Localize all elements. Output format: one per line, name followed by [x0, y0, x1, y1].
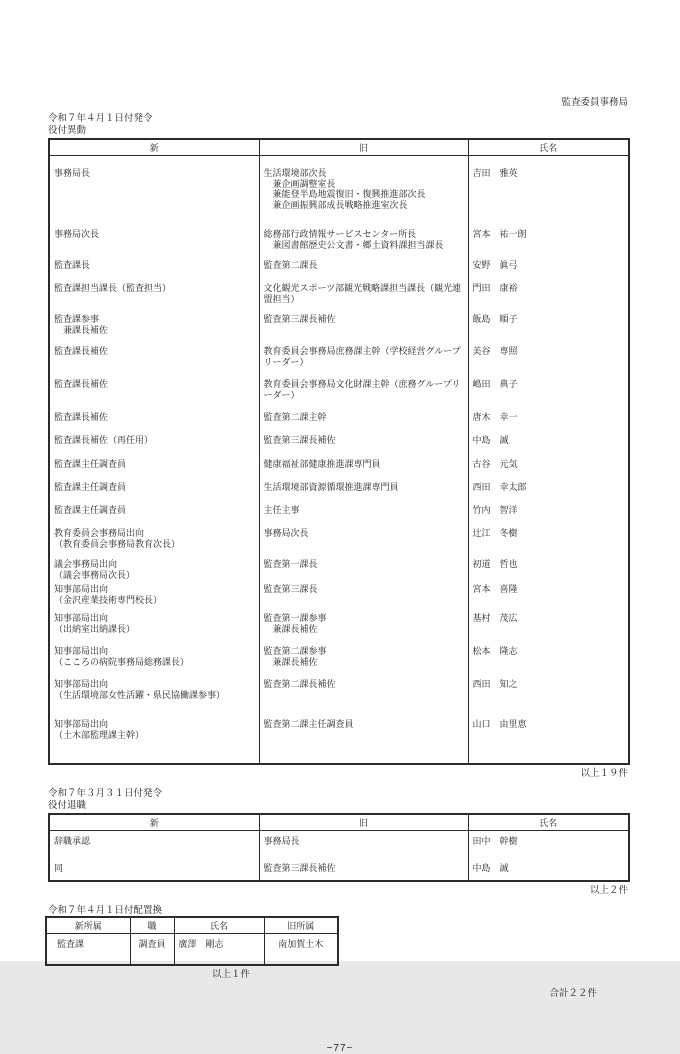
- cell-new-position: 監査課長補佐: [54, 412, 109, 422]
- table-row: [49, 676, 629, 716]
- cell-new-position: 知事部局出向 （土木部監理課主幹）: [54, 719, 145, 740]
- cell-old-position: 監査第二課主任調査員: [259, 716, 468, 764]
- table-row: [49, 280, 629, 311]
- cell-new-position: 知事部局出向 （金沢産業技術専門校長）: [54, 584, 163, 605]
- cell-old-position: 生活環境部次長 兼企画調整室長 兼能登半島地震復旧・復興推進部次長 兼企画振興部成長戦略推進室次長: [259, 156, 468, 227]
- column-header-name: 氏名: [468, 139, 629, 156]
- cell-person-name: 松本 隆志: [468, 643, 629, 676]
- cell-new-position: 監査課主任調査員: [54, 482, 127, 492]
- cell-old-position: 文化観光スポーツ部観光戦略課担当課長（観光連盟担当）: [259, 280, 468, 311]
- position-change-table: [48, 138, 630, 765]
- cell-new-affiliation: 監査課: [57, 939, 85, 949]
- table-row: [49, 716, 629, 764]
- section1-title: 役付異動: [48, 125, 87, 136]
- table-row: [49, 456, 629, 479]
- cell-new-position: 知事部局出向 （生活環境部女性活躍・県民協働課参事）: [54, 679, 226, 700]
- cell-old-position: 監査第三課長: [259, 581, 468, 610]
- table-row: [49, 311, 629, 343]
- table-row: [49, 409, 629, 432]
- cell-person-name: 門田 康裕: [468, 280, 629, 311]
- retirement-table: [48, 813, 630, 882]
- issuing-office-label: 監査委員事務局: [561, 97, 628, 108]
- cell-post: 調査員: [130, 934, 174, 966]
- cell-person-name: 田中 幹樹: [468, 831, 629, 861]
- table-row: [49, 860, 629, 881]
- section2-title: 役付退職: [48, 800, 87, 811]
- column-header-old: 旧: [259, 814, 468, 831]
- cell-old-position: 生活環境部資源循環推進課専門員: [259, 479, 468, 502]
- cell-new-position: 教育委員会事務局出向 （教育委員会事務局教育次長）: [54, 528, 181, 549]
- column-header-new-affiliation: 新所属: [46, 917, 130, 934]
- column-header-new: 新: [49, 139, 259, 156]
- cell-new-position: 監査課参事 兼課長補佐: [54, 314, 109, 335]
- cell-person-name: 宮本 喜隆: [468, 581, 629, 610]
- cell-person-name: 初道 哲也: [468, 556, 629, 581]
- table-row: [49, 502, 629, 525]
- cell-new-position: 監査課主任調査員: [54, 459, 127, 469]
- cell-person-name: 竹内 智洋: [468, 502, 629, 525]
- section2-date-label: 令和７年３月３１日付発令: [48, 788, 163, 799]
- table-header-row: [49, 139, 629, 156]
- section-retirements: [0, 788, 680, 896]
- cell-new-position: 辞職承認: [54, 836, 91, 846]
- column-header-name: 氏名: [174, 917, 264, 934]
- table-row: [49, 257, 629, 280]
- cell-old-position: 事務局長: [259, 831, 468, 861]
- cell-person-name: 廣澤 剛志: [174, 934, 264, 966]
- cell-old-position: 教育委員会事務局文化財課主幹（庶務グループリーダー）: [259, 376, 468, 409]
- cell-old-position: 監査第二課長: [259, 257, 468, 280]
- cell-new-position: 監査課長補佐（再任用）: [54, 435, 154, 445]
- cell-person-name: 山口 由里恵: [468, 716, 629, 764]
- cell-new-position: 監査課担当課長（監査担当）: [54, 283, 172, 293]
- table-row: [49, 156, 629, 227]
- table-row: [49, 525, 629, 556]
- cell-new-position: 事務局長: [54, 168, 91, 178]
- table-row: [46, 934, 338, 966]
- column-header-post: 職: [130, 917, 174, 934]
- cell-old-position: 主任主事: [259, 502, 468, 525]
- transfer-table: [45, 916, 339, 966]
- table-row: [49, 556, 629, 581]
- column-header-name: 氏名: [468, 814, 629, 831]
- table-row: [49, 610, 629, 643]
- table-row: [49, 581, 629, 610]
- cell-person-name: 安野 眞弓: [468, 257, 629, 280]
- cell-person-name: 辻江 冬樹: [468, 525, 629, 556]
- table-row: [49, 432, 629, 456]
- cell-old-position: 健康福祉部健康推進課専門員: [259, 456, 468, 479]
- table-row: [49, 343, 629, 376]
- cell-old-position: 総務部行政情報サービスセンター所長 兼図書館歴史公文書・郷土資料課担当課長: [259, 226, 468, 257]
- cell-old-position: 監査第三課長補佐: [259, 860, 468, 881]
- table-header-row: [49, 814, 629, 831]
- table-row: [49, 643, 629, 676]
- cell-person-name: 美谷 専照: [468, 343, 629, 376]
- cell-person-name: 西田 幸太郎: [468, 479, 629, 502]
- column-header-old: 旧: [259, 139, 468, 156]
- section3-count-label: 以上１件: [211, 969, 250, 980]
- cell-old-affiliation: 南加賀土木: [264, 934, 338, 966]
- cell-new-position: 監査課長: [54, 260, 91, 270]
- cell-old-position: 監査第一課長: [259, 556, 468, 581]
- section2-count-label: 以上２件: [589, 885, 628, 896]
- cell-old-position: 監査第二課参事 兼課長補佐: [259, 643, 468, 676]
- cell-new-position: 事務局次長: [54, 229, 100, 239]
- cell-new-position: 知事部局出向 （出納室出納課長）: [54, 613, 136, 634]
- cell-old-position: 教育委員会事務局庶務課主幹（学校経営グループリーダー）: [259, 343, 468, 376]
- cell-old-position: 監査第三課長補佐: [259, 311, 468, 343]
- cell-person-name: 古谷 元気: [468, 456, 629, 479]
- cell-new-position: 監査課主任調査員: [54, 505, 127, 515]
- cell-person-name: 基村 茂広: [468, 610, 629, 643]
- table-row: [49, 479, 629, 502]
- cell-new-position: 同: [54, 863, 64, 873]
- section-transfers: [0, 905, 680, 980]
- cell-person-name: 宮本 祐一朗: [468, 226, 629, 257]
- table-row: [49, 226, 629, 257]
- column-header-old-affiliation: 旧所属: [264, 917, 338, 934]
- cell-person-name: 中島 誠: [468, 432, 629, 456]
- page-number: −77−: [326, 1043, 354, 1054]
- cell-person-name: 嶋田 典子: [468, 376, 629, 409]
- table-row: [49, 376, 629, 409]
- section3-date-label: 令和７年４月１日付配置換: [48, 905, 163, 916]
- total-count-label: 合計２２件: [549, 988, 597, 999]
- section1-count-label: 以上１９件: [580, 768, 628, 779]
- cell-new-position: 議会事務局出向 （議会事務局次長）: [54, 559, 136, 580]
- cell-person-name: 唐木 幸一: [468, 409, 629, 432]
- cell-person-name: 飯島 順子: [468, 311, 629, 343]
- cell-new-position: 知事部局出向 （こころの病院事務局総務課長）: [54, 646, 190, 667]
- cell-old-position: 監査第二課主幹: [259, 409, 468, 432]
- table-row: [49, 831, 629, 861]
- cell-old-position: 監査第二課長補佐: [259, 676, 468, 716]
- cell-old-position: 監査第一課参事 兼課長補佐: [259, 610, 468, 643]
- section-position-changes: [0, 113, 680, 779]
- cell-new-position: 監査課長補佐: [54, 346, 109, 356]
- table-header-row: [46, 917, 338, 934]
- cell-person-name: 吉田 雅英: [468, 156, 629, 227]
- cell-person-name: 西田 知之: [468, 676, 629, 716]
- cell-new-position: 監査課長補佐: [54, 379, 109, 389]
- section1-date-label: 令和７年４月１日付発令: [48, 113, 153, 124]
- cell-old-position: 監査第三課長補佐: [259, 432, 468, 456]
- cell-old-position: 事務局次長: [259, 525, 468, 556]
- column-header-new: 新: [49, 814, 259, 831]
- cell-person-name: 中島 誠: [468, 860, 629, 881]
